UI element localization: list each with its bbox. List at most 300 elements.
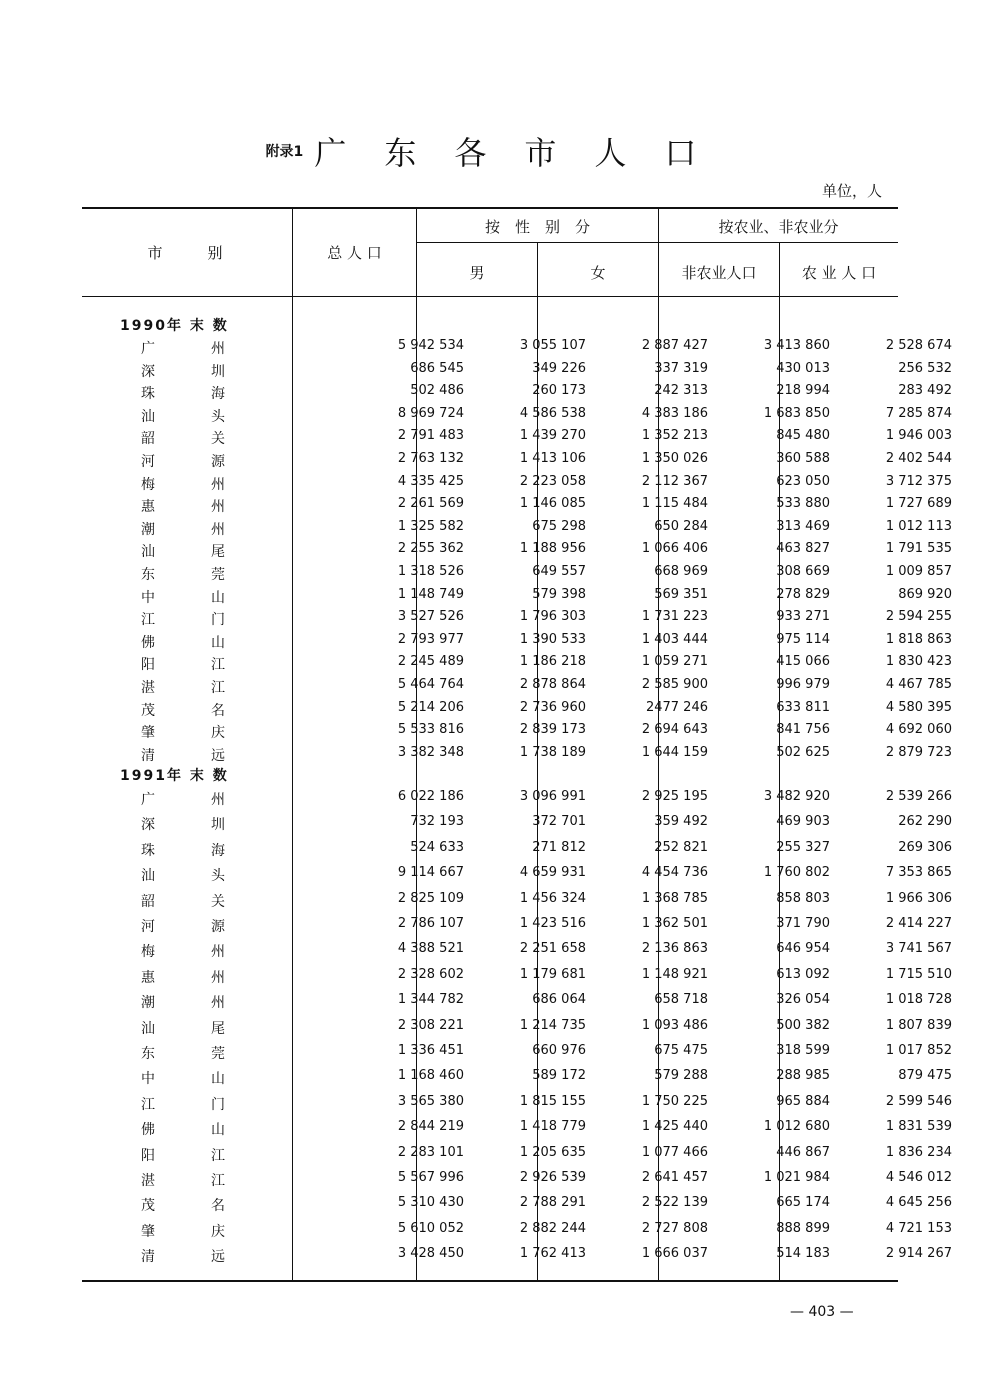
cell-non-agri: 888 899 [776,1220,830,1236]
cell-agri: 2 594 255 [885,609,952,625]
cell-female: 569 351 [654,586,708,602]
cell-non-agri: 633 811 [776,699,830,715]
table-row [82,652,952,674]
city-name-char-2: 头 [211,868,225,885]
cell-agri: 1 715 510 [885,966,952,982]
cell-male: 1 439 270 [519,428,586,444]
cell-male: 686 064 [532,992,586,1008]
cell-female: 1 731 223 [641,609,708,625]
cell-non-agri: 1 760 802 [763,865,830,881]
cell-female: 1 425 440 [641,1119,708,1135]
cell-female: 4 454 736 [641,865,708,881]
cell-non-agri: 933 271 [776,609,830,625]
city-name-char-1: 江 [141,1096,155,1113]
city-name-char-2: 远 [211,1249,225,1266]
table-row [82,472,952,494]
cell-female: 1 750 225 [641,1093,708,1109]
city-name-char-1: 阳 [141,657,155,674]
city-name-char-1: 清 [141,747,155,764]
cell-female: 675 475 [654,1043,708,1058]
cell-total: 5 214 206 [397,699,464,715]
cell-total: 3 527 526 [397,609,464,625]
cell-total: 524 633 [410,839,464,855]
cell-total: 5 567 996 [397,1170,464,1185]
cell-male: 1 738 189 [519,744,586,760]
cell-total: 732 193 [410,814,464,830]
table-row [82,630,952,652]
cell-male: 660 976 [532,1043,586,1058]
city-name-char-2: 州 [211,341,225,357]
city-name-char-2: 圳 [211,363,225,380]
cell-male: 4 659 931 [519,865,586,881]
table-row [82,698,952,720]
city-name-char-2: 尾 [211,1020,225,1037]
table-row [82,1066,952,1088]
cell-non-agri: 318 599 [776,1043,830,1058]
cell-male: 1 762 413 [519,1246,586,1262]
cell-female: 2 694 643 [641,722,708,738]
cell-total: 2 328 602 [397,966,464,982]
city-name-char-2: 山 [211,1071,225,1088]
cell-female: 4 383 186 [641,405,708,421]
cell-male: 1 423 516 [519,916,586,931]
cell-non-agri: 841 756 [776,722,830,738]
city-name-char-1: 湛 [141,1173,155,1189]
cell-male: 1 418 779 [519,1119,586,1135]
cell-total: 2 255 362 [397,541,464,557]
city-name-char-1: 中 [141,1071,155,1088]
table-row [82,1193,952,1215]
cell-female: 668 969 [654,564,708,579]
cell-female: 2477 246 [645,699,708,715]
cell-female: 658 718 [654,992,708,1008]
table-row [82,607,952,629]
table-row [82,517,952,539]
city-name-char-2: 江 [211,680,225,696]
cell-non-agri: 360 588 [776,451,830,466]
cell-agri: 283 492 [898,383,952,399]
cell-total: 2 245 489 [397,654,464,670]
cell-female: 1 403 444 [641,631,708,647]
cell-female: 2 887 427 [641,338,708,353]
cell-agri: 1 009 857 [885,564,952,579]
cell-non-agri: 623 050 [776,473,830,489]
cell-non-agri: 446 867 [776,1144,830,1160]
cell-male: 2 223 058 [519,473,586,489]
city-name-char-2: 名 [211,1198,225,1215]
cell-agri: 4 692 060 [885,722,952,738]
cell-agri: 1 836 234 [885,1144,952,1160]
cell-non-agri: 313 469 [776,518,830,534]
city-name-char-2: 江 [211,657,225,674]
city-name-char-1: 肇 [141,1223,155,1240]
bottom-rule [82,1280,898,1282]
cell-non-agri: 3 413 860 [763,338,830,353]
cell-male: 260 173 [532,383,586,399]
city-name-char-2: 州 [211,499,225,516]
cell-male: 3 096 991 [519,789,586,804]
city-name-char-1: 阳 [141,1147,155,1164]
page-title [0,128,1000,174]
section-label: 1991年 末 数 [120,768,229,784]
cell-agri: 1 807 839 [885,1017,952,1033]
table-row [82,359,952,381]
cell-total: 2 308 221 [397,1017,464,1033]
cell-total: 2 844 219 [397,1119,464,1135]
city-name-char-2: 庆 [211,725,225,742]
cell-agri: 1 727 689 [885,496,952,512]
cell-total: 1 318 526 [397,564,464,579]
header-female: 女 [590,264,606,282]
table-row [82,1244,952,1266]
city-name-char-2: 远 [211,747,225,764]
city-name-char-1: 中 [141,589,155,606]
header-by-sex: 按 性 别 分 [484,218,590,236]
table-row [82,990,952,1012]
table-row [82,889,952,911]
cell-female: 2 641 457 [641,1170,708,1185]
city-name-char-1: 湛 [141,680,155,696]
cell-non-agri: 996 979 [776,677,830,692]
city-name-char-2: 关 [211,893,225,910]
cell-total: 3 565 380 [397,1093,464,1109]
table-row [82,914,952,936]
table-row [82,426,952,448]
cell-agri: 1 831 539 [885,1119,952,1135]
cell-agri: 269 306 [898,839,952,855]
cell-agri: 1 966 306 [885,890,952,906]
cell-female: 359 492 [654,814,708,830]
cell-female: 242 313 [654,383,708,399]
city-name-char-2: 州 [211,476,225,493]
table-row [82,1092,952,1114]
cell-female: 2 727 808 [641,1220,708,1236]
unit-label: 单位，人 [821,182,882,200]
table-row [82,838,952,860]
cell-non-agri: 965 884 [776,1093,830,1109]
cell-non-agri: 502 625 [776,744,830,760]
cell-agri: 2 879 723 [885,744,952,760]
cell-agri: 256 532 [898,360,952,376]
cell-agri: 1 830 423 [885,654,952,670]
table-title: 广东各市人口 [314,134,735,172]
cell-total: 3 428 450 [397,1246,464,1262]
cell-agri: 4 546 012 [885,1170,952,1185]
table-row [82,743,952,765]
cell-non-agri: 975 114 [776,631,830,647]
city-name-char-1: 广 [141,792,155,808]
cell-total: 1 148 749 [397,586,464,602]
city-name-char-2: 门 [211,1096,225,1113]
cell-agri: 879 475 [898,1068,952,1084]
city-name-char-1: 肇 [141,725,155,742]
city-name-char-2: 源 [211,454,225,470]
cell-agri: 2 402 544 [885,451,952,466]
cell-female: 1 352 213 [641,428,708,444]
cell-male: 579 398 [532,586,586,602]
cell-male: 1 146 085 [519,496,586,512]
cell-total: 2 261 569 [397,496,464,512]
city-name-char-1: 韶 [141,893,155,910]
cell-agri: 2 528 674 [885,338,952,353]
city-name-char-2: 州 [211,792,225,808]
city-name-char-2: 州 [211,995,225,1012]
table-row [82,675,952,697]
cell-agri: 1 012 113 [885,518,952,534]
cell-male: 2 878 864 [519,677,586,692]
table-row [82,787,952,809]
cell-non-agri: 255 327 [776,839,830,855]
cell-agri: 4 645 256 [885,1195,952,1211]
table-row [82,965,952,987]
cell-non-agri: 288 985 [776,1068,830,1084]
cell-male: 589 172 [532,1068,586,1084]
cell-female: 2 136 863 [641,941,708,957]
city-name-char-1: 茂 [141,702,155,719]
cell-agri: 1 017 852 [885,1043,952,1058]
city-name-char-1: 河 [141,454,155,470]
cell-total: 1 325 582 [397,518,464,534]
table-row [82,812,952,834]
city-name-char-2: 山 [211,589,225,606]
cell-agri: 1 946 003 [885,428,952,444]
city-name-char-2: 海 [211,386,225,403]
city-name-char-1: 惠 [141,499,155,516]
cell-male: 1 186 218 [519,654,586,670]
cell-female: 1 644 159 [641,744,708,760]
cell-non-agri: 1 012 680 [763,1119,830,1135]
city-name-char-2: 州 [211,944,225,961]
table-row [82,1143,952,1165]
city-name-char-1: 潮 [141,995,155,1012]
city-name-char-2: 庆 [211,1223,225,1240]
header-male: 男 [469,264,485,282]
cell-male: 3 055 107 [519,338,586,353]
cell-non-agri: 308 669 [776,564,830,579]
cell-non-agri: 371 790 [776,916,830,931]
city-name-char-2: 山 [211,1122,225,1139]
cell-female: 1 666 037 [641,1246,708,1262]
city-name-char-2: 源 [211,919,225,935]
cell-agri: 4 580 395 [885,699,952,715]
cell-male: 2 882 244 [519,1220,586,1236]
cell-male: 1 815 155 [519,1093,586,1109]
cell-female: 1 148 921 [641,966,708,982]
cell-female: 1 368 785 [641,890,708,906]
cell-male: 1 214 735 [519,1017,586,1033]
cell-non-agri: 3 482 920 [763,789,830,804]
cell-female: 2 925 195 [641,789,708,804]
city-name-char-2: 尾 [211,544,225,561]
header-bottom-rule [82,296,898,297]
cell-agri: 2 539 266 [885,789,952,804]
header-non-agri: 非农业人口 [681,264,757,282]
cell-male: 1 796 303 [519,609,586,625]
city-name-char-1: 深 [141,363,155,380]
table-row [82,562,952,584]
cell-total: 686 545 [410,360,464,376]
header-agri: 农 业 人 口 [801,264,877,282]
cell-female: 337 319 [654,360,708,376]
cell-total: 2 791 483 [397,428,464,444]
cell-total: 1 336 451 [397,1043,464,1058]
cell-agri: 7 353 865 [885,865,952,881]
cell-agri: 2 914 267 [885,1246,952,1262]
cell-non-agri: 415 066 [776,654,830,670]
cell-total: 502 486 [410,383,464,399]
cell-total: 2 786 107 [397,916,464,931]
header-city: 市 别 [147,244,223,262]
cell-non-agri: 500 382 [776,1017,830,1033]
city-name-char-1: 河 [141,919,155,935]
cell-total: 2 825 109 [397,890,464,906]
city-name-char-2: 头 [211,408,225,425]
cell-non-agri: 665 174 [776,1195,830,1211]
cell-male: 271 812 [532,839,586,855]
city-name-char-1: 广 [141,341,155,357]
cell-agri: 7 285 874 [885,405,952,421]
cell-total: 6 022 186 [397,789,464,804]
cell-total: 5 533 816 [397,722,464,738]
appendix-label: 附录1 [265,144,304,160]
cell-total: 1 168 460 [397,1068,464,1084]
cell-male: 4 586 538 [519,405,586,421]
city-name-char-1: 珠 [141,842,155,859]
table-row [82,863,952,885]
city-name-char-2: 江 [211,1147,225,1164]
cell-female: 252 821 [654,839,708,855]
cell-non-agri: 533 880 [776,496,830,512]
table-row [82,336,952,358]
cell-total: 2 763 132 [397,451,464,466]
cell-agri: 3 712 375 [885,473,952,489]
city-name-char-1: 茂 [141,1198,155,1215]
city-name-char-1: 深 [141,817,155,834]
cell-male: 1 390 533 [519,631,586,647]
header-by-agri: 按农业、非农业分 [718,218,839,236]
cell-male: 2 251 658 [519,941,586,957]
cell-female: 1 077 466 [641,1144,708,1160]
table-row [82,585,952,607]
cell-total: 1 344 782 [397,992,464,1008]
cell-agri: 2 599 546 [885,1093,952,1109]
city-name-char-2: 江 [211,1173,225,1189]
city-name-char-2: 山 [211,634,225,651]
cell-total: 5 310 430 [397,1195,464,1211]
cell-total: 5 610 052 [397,1220,464,1236]
table-row [82,1117,952,1139]
cell-male: 1 456 324 [519,890,586,906]
cell-female: 1 093 486 [641,1017,708,1033]
header-total: 总 人 口 [327,244,382,262]
cell-male: 2 926 539 [519,1170,586,1185]
table-row [82,494,952,516]
cell-non-agri: 858 803 [776,890,830,906]
cell-agri: 869 920 [898,586,952,602]
cell-total: 4 335 425 [397,473,464,489]
cell-male: 649 557 [532,564,586,579]
city-name-char-2: 海 [211,842,225,859]
subheader-rule [416,242,898,243]
cell-female: 1 362 501 [641,916,708,931]
cell-agri: 1 018 728 [885,992,952,1008]
city-name-char-1: 清 [141,1249,155,1266]
city-name-char-1: 佛 [141,1122,155,1139]
cell-non-agri: 430 013 [776,360,830,376]
cell-non-agri: 613 092 [776,966,830,982]
cell-agri: 1 791 535 [885,541,952,557]
cell-total: 2 793 977 [397,631,464,647]
table-row [82,539,952,561]
city-name-char-1: 汕 [141,544,155,561]
cell-non-agri: 646 954 [776,941,830,957]
cell-male: 1 205 635 [519,1144,586,1160]
table-row [82,1219,952,1241]
cell-male: 1 413 106 [519,451,586,466]
cell-agri: 2 414 227 [885,916,952,931]
cell-non-agri: 469 903 [776,814,830,830]
cell-female: 579 288 [654,1068,708,1084]
cell-non-agri: 514 183 [776,1246,830,1262]
city-name-char-1: 汕 [141,868,155,885]
cell-male: 1 188 956 [519,541,586,557]
cell-agri: 4 721 153 [885,1220,952,1236]
table-row [82,1016,952,1038]
cell-male: 2 839 173 [519,722,586,738]
city-name-char-2: 关 [211,431,225,448]
cell-total: 5 942 534 [397,338,464,353]
table-row [82,720,952,742]
cell-agri: 4 467 785 [885,677,952,692]
cell-female: 2 585 900 [641,677,708,692]
top-rule [82,207,898,209]
city-name-char-1: 汕 [141,408,155,425]
cell-total: 8 969 724 [397,405,464,421]
page-number: — 403 — [790,1304,854,1320]
cell-total: 5 464 764 [397,677,464,692]
cell-agri: 262 290 [898,814,952,830]
cell-female: 2 112 367 [641,473,708,489]
city-name-char-1: 韶 [141,431,155,448]
table-row [82,404,952,426]
city-name-char-1: 佛 [141,634,155,651]
city-name-char-1: 珠 [141,386,155,403]
cell-non-agri: 463 827 [776,541,830,557]
table-row [82,1168,952,1190]
city-name-char-2: 莞 [211,1046,225,1062]
city-name-char-1: 惠 [141,969,155,986]
cell-female: 1 059 271 [641,654,708,670]
cell-non-agri: 218 994 [776,383,830,399]
cell-female: 650 284 [654,518,708,534]
cell-agri: 1 818 863 [885,631,952,647]
city-name-char-2: 圳 [211,817,225,834]
city-name-char-1: 东 [141,567,155,583]
cell-non-agri: 278 829 [776,586,830,602]
cell-male: 2 788 291 [519,1195,586,1211]
section-label: 1990年 末 数 [120,318,229,334]
cell-non-agri: 1 021 984 [763,1170,830,1185]
cell-total: 4 388 521 [397,941,464,957]
city-name-char-2: 莞 [211,567,225,583]
cell-male: 2 736 960 [519,699,586,715]
cell-total: 2 283 101 [397,1144,464,1160]
cell-male: 675 298 [532,518,586,534]
cell-female: 2 522 139 [641,1195,708,1211]
cell-female: 1 115 484 [641,496,708,512]
table-row [82,939,952,961]
cell-total: 9 114 667 [397,865,464,881]
